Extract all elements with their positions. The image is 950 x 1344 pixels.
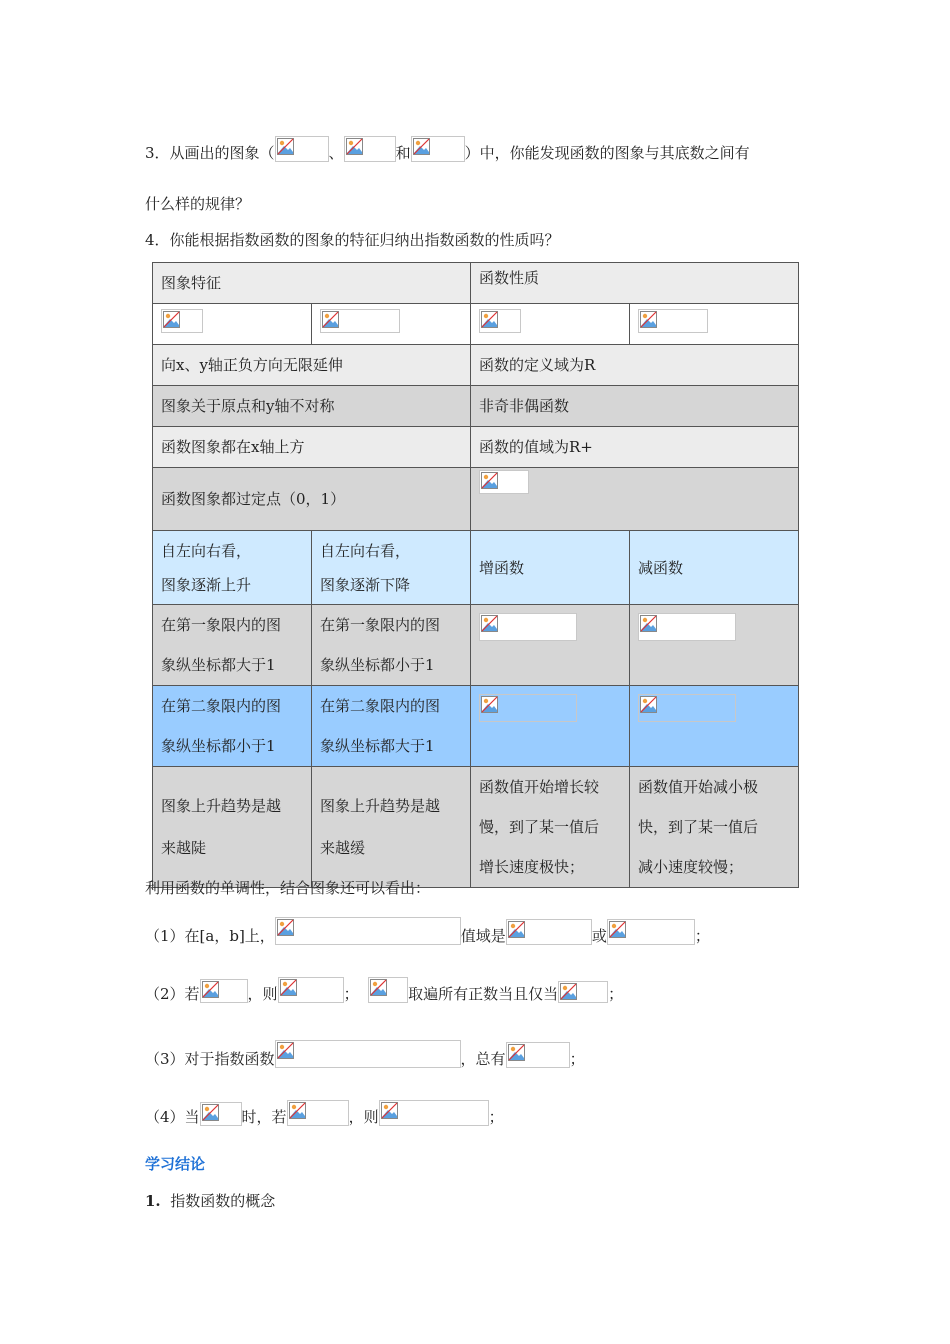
cell-line: 象纵坐标都小于1 bbox=[320, 656, 435, 674]
formula-image bbox=[607, 919, 695, 945]
feature-cell: 向x、y轴正负方向无限延伸 bbox=[153, 345, 471, 386]
cell-line: 图象上升趋势是越 bbox=[161, 797, 282, 815]
feature-cell: 函数图象都在x轴上方 bbox=[153, 427, 471, 468]
broken-image-icon bbox=[481, 615, 498, 632]
text-run: （3）对于指数函数 bbox=[145, 1050, 275, 1068]
feature-cell: 图象关于原点和y轴不对称 bbox=[153, 386, 471, 427]
text-run: ，则 bbox=[247, 985, 278, 1003]
conclusion-item-1 bbox=[145, 1190, 275, 1211]
text-run: ，则 bbox=[348, 1108, 379, 1126]
cell-line: 自左向右看， bbox=[161, 541, 252, 560]
graph-image bbox=[161, 309, 203, 333]
cell-line: 在第二象限内的图 bbox=[161, 697, 282, 715]
formula-image bbox=[411, 136, 465, 162]
graph-image bbox=[479, 309, 521, 333]
monotonic-item-4 bbox=[145, 1100, 504, 1127]
question-4: 4．你能根据指数函数的图象的特征归纳出指数函数的性质吗？ bbox=[145, 231, 560, 249]
cell-line: 函数值开始减小极 bbox=[638, 778, 759, 796]
property-cell-right: 减函数 bbox=[630, 531, 799, 605]
broken-image-icon bbox=[322, 311, 339, 328]
property-cell-left: 增函数 bbox=[471, 531, 630, 605]
q3-suffix: ）中，你能发现函数的图象与其底数之间有 bbox=[464, 144, 750, 162]
cell-line: 减小速度较慢； bbox=[638, 858, 744, 876]
formula-image bbox=[506, 1042, 570, 1068]
table-row bbox=[153, 386, 799, 427]
graph-cell bbox=[312, 304, 471, 345]
formula-image bbox=[638, 694, 736, 722]
cell-line: 象纵坐标都大于1 bbox=[320, 737, 435, 755]
table-header-row bbox=[153, 263, 799, 304]
property-cell-left bbox=[471, 686, 630, 767]
text-run: （4）当 bbox=[145, 1108, 200, 1126]
formula-image bbox=[558, 981, 608, 1003]
text-run: ； bbox=[694, 927, 710, 945]
cell-line: 在第二象限内的图 bbox=[320, 697, 441, 715]
feature-cell-right bbox=[312, 767, 471, 888]
formula-image bbox=[479, 694, 577, 722]
cell-line: 图象逐渐上升 bbox=[161, 575, 252, 594]
broken-image-icon bbox=[560, 983, 577, 1000]
formula-image bbox=[278, 977, 344, 1003]
broken-image-icon bbox=[277, 1042, 294, 1059]
item-number: 1. bbox=[145, 1192, 161, 1210]
broken-image-icon bbox=[163, 311, 180, 328]
formula-image bbox=[344, 136, 396, 162]
cell-line: 快，到了某一值后 bbox=[638, 818, 759, 836]
conclusion-heading: 学习结论 bbox=[145, 1155, 206, 1173]
item-text: 指数函数的概念 bbox=[170, 1192, 276, 1210]
text-run: ，总有 bbox=[460, 1050, 506, 1068]
cell-line: 图象上升趋势是越 bbox=[320, 797, 441, 815]
feature-cell: 函数图象都过定点（0，1） bbox=[153, 468, 471, 531]
property-cell: 函数的定义域为R bbox=[471, 345, 799, 386]
monotonic-intro: 利用函数的单调性，结合图象还可以看出： bbox=[145, 879, 431, 897]
broken-image-icon bbox=[508, 921, 525, 938]
formula-image bbox=[275, 1040, 461, 1068]
cell-line: 象纵坐标都小于1 bbox=[161, 737, 276, 755]
graph-cell bbox=[153, 304, 312, 345]
q3-sep2: 和 bbox=[395, 144, 411, 162]
monotonic-item-3 bbox=[145, 1040, 585, 1069]
formula-image bbox=[275, 136, 329, 162]
cell-line: 来越缓 bbox=[320, 839, 366, 857]
broken-image-icon bbox=[202, 981, 219, 998]
broken-image-icon bbox=[289, 1102, 306, 1119]
broken-image-icon bbox=[640, 615, 657, 632]
feature-cell-right bbox=[312, 605, 471, 686]
graph-cell bbox=[471, 304, 630, 345]
formula-image bbox=[287, 1100, 349, 1126]
text-run: 取遍所有正数当且仅当 bbox=[408, 985, 559, 1003]
monotonic-item-1 bbox=[145, 917, 710, 946]
broken-image-icon bbox=[370, 979, 387, 996]
formula-image bbox=[368, 977, 408, 1003]
broken-image-icon bbox=[277, 919, 294, 936]
table-row bbox=[153, 468, 799, 531]
formula-image bbox=[379, 1100, 489, 1126]
cell-line: 在第一象限内的图 bbox=[320, 616, 441, 634]
monotonic-item-2 bbox=[145, 977, 623, 1004]
property-cell-right bbox=[630, 605, 799, 686]
broken-image-icon bbox=[346, 138, 363, 155]
cell-line: 在第一象限内的图 bbox=[161, 616, 282, 634]
broken-image-icon bbox=[202, 1104, 219, 1121]
formula-image bbox=[200, 979, 248, 1003]
broken-image-icon bbox=[280, 979, 297, 996]
feature-cell-left bbox=[153, 605, 312, 686]
table-row bbox=[153, 345, 799, 386]
property-cell-left bbox=[471, 767, 630, 888]
q3-prefix: 3．从画出的图象（ bbox=[145, 144, 275, 162]
property-cell: 函数的值域为R+ bbox=[471, 427, 799, 468]
text-run: ； bbox=[488, 1108, 504, 1126]
broken-image-icon bbox=[277, 138, 294, 155]
graph-image bbox=[320, 309, 400, 333]
formula-image bbox=[479, 470, 529, 494]
broken-image-icon bbox=[481, 472, 498, 489]
property-cell-right bbox=[630, 686, 799, 767]
q3-sep1: 、 bbox=[328, 144, 344, 162]
text-run: ； bbox=[569, 1050, 585, 1068]
property-cell bbox=[471, 468, 799, 531]
cell-line: 函数值开始增长较 bbox=[479, 778, 600, 796]
text-run: （2）若 bbox=[145, 985, 200, 1003]
broken-image-icon bbox=[381, 1102, 398, 1119]
feature-cell-left bbox=[153, 686, 312, 767]
text-run: 或 bbox=[591, 927, 607, 945]
broken-image-icon bbox=[413, 138, 430, 155]
text-run: ； bbox=[343, 985, 359, 1003]
broken-image-icon bbox=[640, 311, 657, 328]
graph-image bbox=[638, 309, 708, 333]
broken-image-icon bbox=[508, 1044, 525, 1061]
cell-line: 来越陡 bbox=[161, 839, 207, 857]
text-run: （1）在[a，b]上， bbox=[145, 927, 275, 945]
feature-cell-left bbox=[153, 767, 312, 888]
formula-image bbox=[638, 613, 736, 641]
broken-image-icon bbox=[640, 696, 657, 713]
cell-line: 慢，到了某一值后 bbox=[479, 818, 600, 836]
text-run: 时，若 bbox=[241, 1108, 287, 1126]
header-feature: 图象特征 bbox=[153, 263, 471, 304]
feature-cell-right bbox=[312, 531, 471, 605]
feature-cell-left bbox=[153, 531, 312, 605]
table-row bbox=[153, 531, 799, 605]
graph-cell bbox=[630, 304, 799, 345]
broken-image-icon bbox=[609, 921, 626, 938]
properties-table bbox=[152, 262, 799, 888]
cell-line: 象纵坐标都大于1 bbox=[161, 656, 276, 674]
table-row bbox=[153, 767, 799, 888]
cell-line: 自左向右看， bbox=[320, 541, 411, 560]
formula-image bbox=[479, 613, 577, 641]
broken-image-icon bbox=[481, 696, 498, 713]
formula-image bbox=[200, 1102, 242, 1126]
q3-line2: 什么样的规律？ bbox=[145, 195, 251, 213]
property-cell-right bbox=[630, 767, 799, 888]
question-3-line1 bbox=[145, 136, 750, 163]
feature-cell-right bbox=[312, 686, 471, 767]
table-row bbox=[153, 605, 799, 686]
broken-image-icon bbox=[481, 311, 498, 328]
formula-image bbox=[275, 917, 461, 945]
table-row bbox=[153, 686, 799, 767]
property-cell-left bbox=[471, 605, 630, 686]
header-property: 函数性质 bbox=[471, 263, 799, 304]
formula-image bbox=[506, 919, 592, 945]
property-cell: 非奇非偶函数 bbox=[471, 386, 799, 427]
text-run: 值域是 bbox=[460, 927, 506, 945]
table-row bbox=[153, 427, 799, 468]
table-row-graphs bbox=[153, 304, 799, 345]
cell-line: 图象逐渐下降 bbox=[320, 575, 411, 594]
cell-line: 增长速度极快； bbox=[479, 858, 585, 876]
text-run: ； bbox=[608, 985, 624, 1003]
